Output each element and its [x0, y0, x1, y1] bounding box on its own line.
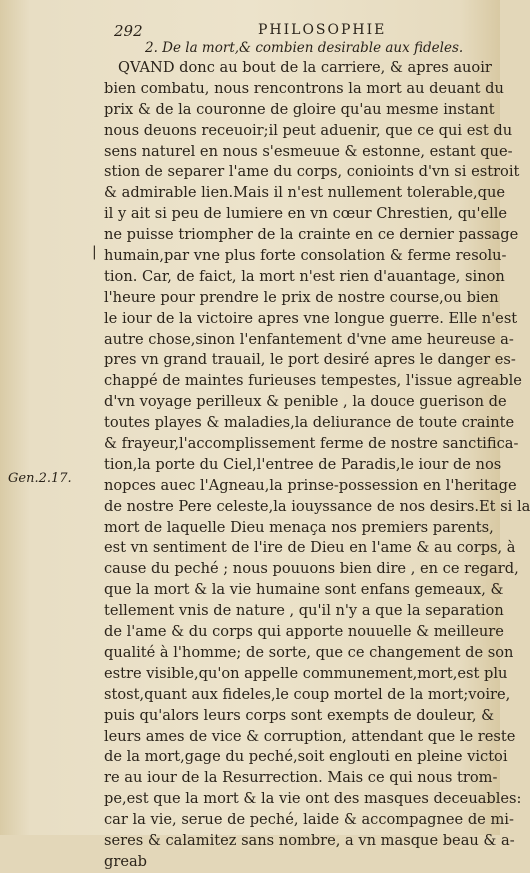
text-line: sens naturel en nous s'esmeuue & estonne, estant que- — [104, 142, 513, 160]
text-line: tellement vnis de nature , qu'il n'y a que la separation — [104, 602, 504, 620]
text-line: prix & de la couronne de gloire qu'au mesme instant — [104, 100, 495, 118]
text-line: puis qu'alors leurs corps sont exempts de douleur, & — [104, 706, 495, 724]
text-line: pres vn grand trauail, le port desiré apres le danger es- — [104, 351, 516, 369]
text-line: greab — [104, 852, 147, 870]
page-number: 292 — [114, 22, 143, 40]
text-line: cause du peché ; nous pouuons bien dire , en ce regard, — [104, 560, 519, 578]
text-line: tion,la porte du Ciel,l'entree de Paradis,le iour de nos — [104, 455, 502, 473]
text-line: QVAND donc au bout de la carriere, & apres auoir — [118, 59, 492, 76]
text-line: qualité à l'homme; de sorte, que ce changement de son — [104, 643, 514, 661]
text-line: autre chose,sinon l'enfantement d'vne ame heureuse a- — [104, 330, 514, 348]
body-text — [104, 58, 530, 873]
text-line: de nostre Pere celeste,la iouyssance de nos desirs.Et si la — [104, 497, 530, 515]
text-line: de la mort,gage du peché,soit englouti en pleine victoi — [104, 748, 508, 766]
text-line: le iour de la victoire apres vne longue guerre. Elle n'est — [104, 309, 518, 327]
text-line: pe,est que la mort & la vie ont des masques deceuables: — [104, 790, 522, 808]
text-line: & frayeur,l'accomplissement ferme de nostre sanctifica- — [104, 435, 519, 453]
text-line: il y ait si peu de lumiere en vn cœur Chrestien, qu'elle — [104, 205, 508, 223]
margin-mark: | — [92, 244, 97, 260]
text-line: tion. Car, de faict, la mort n'est rien d'auantage, sinon — [104, 267, 505, 285]
section-title: 2. De la mort,& combien desirable aux fideles. — [145, 40, 464, 56]
text-line: estre visible,qu'on appelle communement,mort,est plu — [104, 664, 508, 682]
text-line: bien combatu, nous rencontrons la mort au deuant du — [104, 79, 504, 97]
text-line: est vn sentiment de l'ire de Dieu en l'ame & au corps, à — [104, 539, 516, 557]
running-title: PHILOSOPHIE — [258, 22, 387, 38]
text-line: que la mort & la vie humaine sont enfans gemeaux, & — [104, 581, 504, 599]
text-line: ne puisse triompher de la crainte en ce dernier passage — [104, 226, 519, 244]
text-line: d'vn voyage perilleux & penible , la douce guerison de — [104, 393, 507, 411]
text-line: car la vie, serue de peché, laide & accompagnee de mi- — [104, 811, 514, 829]
text-line: mort de laquelle Dieu menaça nos premiers parents, — [104, 518, 494, 536]
text-line: re au iour de la Resurrection. Mais ce qui nous trom- — [104, 769, 498, 787]
text-line: seres & calamitez sans nombre, a vn masque beau & a- — [104, 831, 515, 849]
text-line: & admirable lien.Mais il n'est nullement tolerable,que — [104, 184, 506, 202]
running-head — [114, 22, 480, 40]
text-line: humain,par vne plus forte consolation & ferme resolu- — [104, 247, 507, 265]
text-line: leurs ames de vice & corruption, attendant que le reste — [104, 727, 516, 745]
text-line: stost,quant aux fideles,le coup mortel de la mort;voire, — [104, 685, 511, 703]
text-line: de l'ame & du corps qui apporte nouuelle & meilleure — [104, 623, 504, 641]
text-line: l'heure pour prendre le prix de nostre course,ou bien — [104, 288, 499, 306]
text-line: toutes playes & maladies,la deliurance de toute crainte — [104, 414, 515, 432]
margin-note-reference: Gen.2.17. — [8, 471, 72, 486]
text-line: nopces auec l'Agneau,la prinse-possession en l'heritage — [104, 476, 517, 494]
text-line: chappé de maintes furieuses tempestes, l'issue agreable — [104, 372, 522, 390]
text-line: nous deuons receuoir;il peut aduenir, que ce qui est du — [104, 121, 513, 139]
text-line: stion de separer l'ame du corps, conioints d'vn si estroit — [104, 163, 520, 181]
